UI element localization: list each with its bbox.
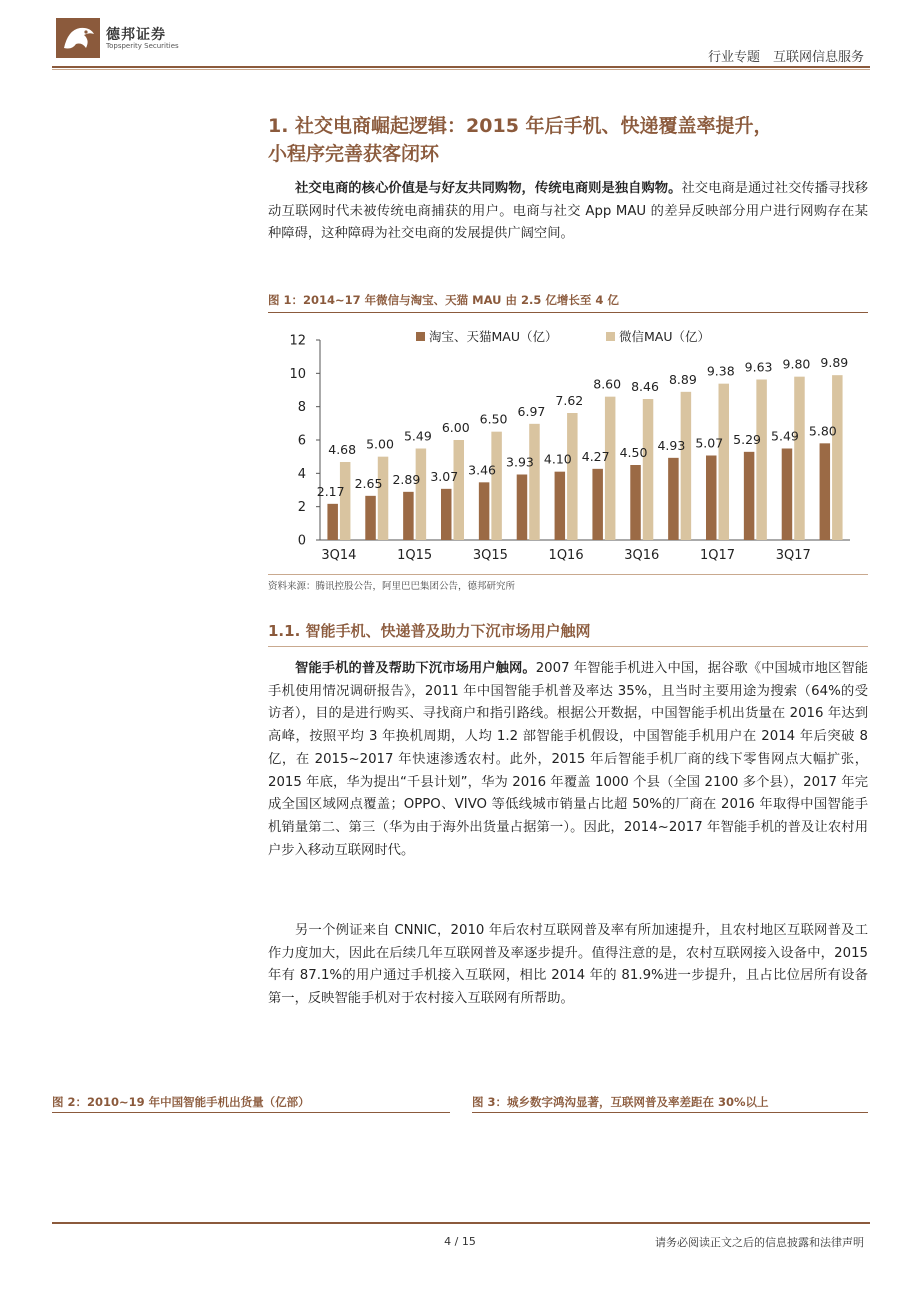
bar-wechat — [643, 399, 654, 540]
bar-taobao — [592, 469, 603, 540]
chart-data-labels — [317, 355, 849, 499]
data-label: 8.89 — [668, 371, 697, 387]
section-heading — [268, 112, 868, 168]
intro-paragraph — [268, 178, 868, 246]
figure1-bottom-rule — [268, 574, 868, 575]
bar-taobao — [517, 475, 528, 541]
footer-divider — [52, 1222, 870, 1224]
y-tick-label: 8 — [297, 400, 306, 416]
y-tick-label: 6 — [297, 433, 306, 449]
bar-wechat — [756, 380, 767, 541]
section-heading-line1: 1. 社交电商崛起逻辑：2015 年后手机、快递覆盖率提升， — [268, 115, 773, 137]
bar-taobao — [327, 504, 338, 540]
data-label: 2.89 — [392, 471, 421, 487]
bar-taobao — [555, 472, 566, 540]
intro-text: 社交电商是通过社交传播寻找移动互联网时代未被传统电商捕获的用户。电商与社交 App MAU 的差异反映部分用户进行网购存在某种障碍，这种障碍为社交电商的发展提供广阔空间。 — [268, 181, 869, 242]
x-tick-label: 3Q17 — [775, 548, 811, 563]
bar-wechat — [567, 413, 578, 540]
data-label: 3.07 — [430, 468, 459, 484]
bar-wechat — [605, 397, 616, 540]
cnnic-paragraph: 另一个例证来自 CNNIC，2010 年后农村互联网普及率有所加速提升，且农村地区互联网普及工作力度加大，因此在后续几年互联网普及率逐步提升。值得注意的是，农村互联网接入设备中，2015 年有 87.1%的用户通过手机接入互联网，相比 2014 年的 81.9%进一步提升，且占比位居所有设备第一，反映智能手机对于农村接入互联网有所帮助。 — [268, 923, 868, 1007]
data-label: 9.89 — [820, 355, 849, 371]
data-label: 9.63 — [744, 359, 773, 375]
data-label: 3.93 — [506, 454, 534, 470]
legend-label: 微信MAU（亿） — [619, 329, 710, 344]
data-label: 8.46 — [631, 379, 659, 394]
bar-wechat — [794, 377, 805, 540]
bar-taobao — [668, 458, 679, 540]
data-label: 4.10 — [543, 451, 572, 467]
data-label: 6.00 — [441, 420, 470, 435]
bar-taobao — [479, 482, 490, 540]
brand-name: 德邦证券 — [106, 27, 166, 43]
data-label: 9.80 — [782, 356, 811, 372]
bar-wechat — [454, 440, 465, 540]
bar-wechat — [832, 375, 843, 540]
smartphone-paragraph-text: 2007 年智能手机进入中国，据谷歌《中国城市地区智能手机使用情况调研报告》，2011 年中国智能手机普及率达 35%，且当时主要用途为搜索（64%的受访者），目的是进行购买、寻找商户和指引路线。根据公开数据，中国智能手机出货量在 2016 年达到高峰，按照平均 3 年换机周期，人均 1.2 部智能手机假设，中国智能手机用户在 2014 年后突破 8 亿，在 2015~2017 年快速渗透农村。此外，2015 年后智能手机厂商的线下零售网点大幅扩张，2015 年底，华为提出“千县计划”，华为 2016 年覆盖 1000 个县（全国 2100 多个县），2017 年完成全国区域网点覆盖；OPPO、VIVO 等低线城市销量占比超 50%的厂商在 2016 年取得中国智能手机销量第二、第三（华为由于海外出货量占据第一）。因此，2014~2017 年智能手机的普及让农村用户步入移动互联网时代。 — [268, 661, 868, 858]
chart-canvas — [268, 318, 868, 574]
figure1-rule — [268, 312, 868, 313]
bar-taobao — [365, 496, 376, 540]
y-tick-label: 10 — [289, 366, 306, 382]
bar-wechat — [681, 392, 692, 540]
chart-legend — [416, 329, 710, 344]
legend-label: 淘宝、天猫MAU（亿） — [429, 329, 558, 344]
header-divider-thin — [52, 69, 870, 70]
report-category: 行业专题 互联网信息服务 — [707, 50, 864, 65]
y-tick-label: 2 — [297, 500, 306, 516]
bar-wechat — [340, 462, 351, 540]
data-label: 7.62 — [555, 393, 584, 408]
data-label: 4.50 — [619, 445, 648, 460]
figure3-rule — [472, 1112, 868, 1113]
data-label: 6.50 — [479, 411, 508, 427]
bar-wechat — [491, 432, 502, 540]
mau-chart — [268, 318, 868, 574]
figure1-title: 图 1：2014~17 年微信与淘宝、天猫 MAU 由 2.5 亿增长至 4 亿 — [268, 293, 619, 307]
data-label: 4.27 — [581, 448, 610, 464]
data-label: 2.17 — [316, 483, 345, 499]
brand-logo-icon — [56, 18, 100, 58]
data-label: 9.38 — [706, 363, 735, 379]
data-label: 3.46 — [468, 462, 497, 478]
data-label: 5.49 — [403, 428, 432, 444]
data-label: 4.68 — [328, 442, 357, 457]
brand-name-en: Topsperity Securities — [106, 42, 179, 50]
data-label: 5.80 — [808, 423, 837, 439]
data-label: 5.07 — [695, 435, 724, 451]
bar-wechat — [719, 384, 730, 540]
section-heading-line2: 小程序完善获客闭环 — [268, 143, 440, 165]
bar-taobao — [441, 489, 452, 540]
bar-wechat — [378, 457, 389, 540]
x-tick-label: 3Q15 — [472, 548, 508, 563]
y-tick-label: 12 — [289, 333, 306, 349]
y-tick-label: 4 — [297, 466, 306, 482]
data-label: 5.49 — [771, 428, 799, 444]
header-divider — [52, 66, 870, 68]
data-label: 5.29 — [733, 431, 762, 447]
subsection-heading: 1.1. 智能手机、快递普及助力下沉市场用户触网 — [268, 622, 591, 640]
figure2-rule — [52, 1112, 450, 1113]
x-tick-label: 3Q14 — [321, 548, 357, 563]
y-tick-label: 0 — [297, 533, 306, 549]
bar-taobao — [403, 492, 414, 540]
data-label: 6.97 — [517, 403, 546, 419]
x-tick-label: 3Q16 — [624, 548, 660, 563]
data-label: 5.00 — [366, 436, 394, 452]
data-label: 4.93 — [657, 437, 686, 453]
figure1-source: 资料来源：腾讯控股公告，阿里巴巴集团公告，德邦研究所 — [268, 581, 516, 592]
intro-bold: 社交电商的核心价值是与好友共同购物，传统电商则是独自购物。 — [295, 181, 682, 196]
bar-taobao — [706, 456, 717, 541]
legend-swatch — [606, 332, 615, 341]
bar-taobao — [820, 443, 831, 540]
data-label: 2.65 — [354, 475, 383, 491]
x-tick-label: 1Q16 — [548, 548, 584, 563]
figure3-title: 图 3：城乡数字鸿沟显著，互联网普及率差距在 30%以上 — [472, 1095, 769, 1109]
x-tick-label: 1Q17 — [699, 548, 736, 563]
page-number: 4 / 15 — [444, 1235, 476, 1248]
bar-wechat — [416, 449, 427, 541]
data-label: 8.60 — [593, 376, 622, 392]
smartphone-paragraph — [268, 658, 868, 862]
bar-taobao — [744, 452, 755, 540]
figure2-title: 图 2：2010~19 年中国智能手机出货量（亿部） — [52, 1095, 310, 1109]
smartphone-paragraph-bold: 智能手机的普及帮助下沉市场用户触网。 — [295, 661, 536, 676]
legal-disclaimer: 请务必阅读正文之后的信息披露和法律声明 — [655, 1236, 864, 1249]
legend-swatch — [416, 332, 425, 341]
x-tick-label: 1Q15 — [397, 548, 433, 563]
subsection-rule — [268, 646, 868, 647]
bar-taobao — [630, 465, 641, 540]
bar-wechat — [529, 424, 540, 540]
bar-taobao — [782, 449, 793, 541]
